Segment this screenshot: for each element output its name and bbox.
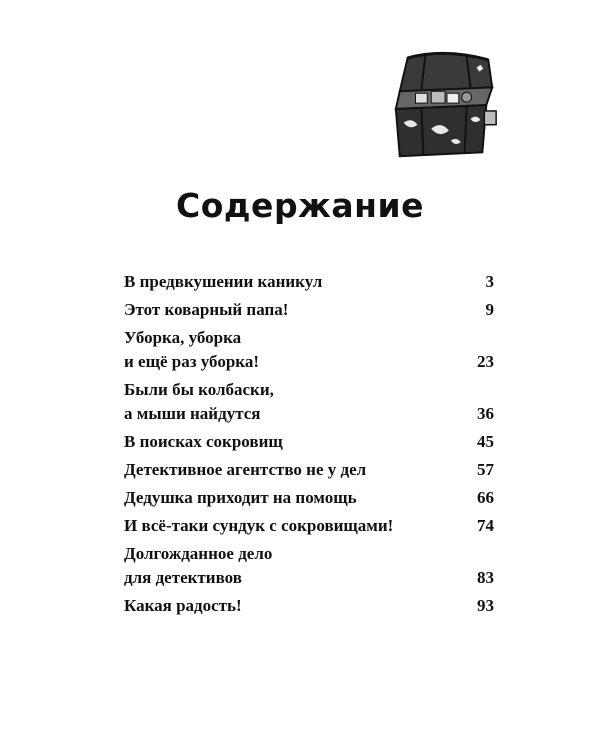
toc-entry-title bbox=[124, 430, 283, 454]
toc-entry-title-line: Этот коварный папа! bbox=[124, 300, 289, 319]
toc-entry-title-line: Были бы колбаски, bbox=[124, 380, 274, 399]
toc-entry-title bbox=[124, 270, 322, 294]
toc-entry-page-number: 83 bbox=[477, 568, 494, 587]
toc-entry-page-number: 23 bbox=[477, 352, 494, 371]
toc-entry-title-line: Детективное агентство не у дел bbox=[124, 460, 367, 479]
treasure-chest-icon bbox=[386, 50, 504, 168]
toc-entry-title-line: Уборка, уборка bbox=[124, 328, 242, 347]
toc-entry-page-number: 57 bbox=[477, 460, 494, 479]
toc-entry-page-number: 74 bbox=[477, 516, 494, 535]
toc-entry-page-number: 93 bbox=[477, 596, 494, 615]
page-title: Содержание bbox=[176, 186, 424, 225]
toc-entry-title bbox=[124, 542, 272, 590]
toc-entry-title-line: И всё-таки сундук с сокровищами! bbox=[124, 516, 394, 535]
toc-entry bbox=[124, 542, 494, 590]
toc-entry-title bbox=[124, 378, 274, 426]
toc-entry bbox=[124, 514, 494, 538]
toc-entry-page-number: 3 bbox=[485, 272, 494, 291]
toc-entry-title bbox=[124, 298, 288, 322]
toc-entry-title-line: Какая радость! bbox=[124, 596, 242, 615]
toc-entry-page-number: 66 bbox=[477, 488, 494, 507]
toc-entry bbox=[124, 594, 494, 618]
toc-entry-title bbox=[124, 458, 366, 482]
toc-entry-title-line: для детективов bbox=[124, 568, 242, 587]
toc-entry-title-line: В предвкушении каникул bbox=[124, 272, 323, 291]
toc-entry bbox=[124, 458, 494, 482]
toc-entry-title-line: а мыши найдутся bbox=[124, 404, 261, 423]
table-of-contents bbox=[124, 270, 494, 622]
toc-entry-title bbox=[124, 514, 393, 538]
toc-entry-title bbox=[124, 326, 259, 374]
toc-entry bbox=[124, 326, 494, 374]
toc-entry-page-number: 9 bbox=[485, 300, 494, 319]
toc-entry-title-line: Дедушка приходит на помощь bbox=[124, 488, 357, 507]
toc-entry bbox=[124, 378, 494, 426]
toc-entry-title bbox=[124, 486, 357, 510]
toc-entry bbox=[124, 486, 494, 510]
toc-entry-page-number: 45 bbox=[477, 432, 494, 451]
toc-entry-page-number: 36 bbox=[477, 404, 494, 423]
toc-entry-title-line: и ещё раз уборка! bbox=[124, 352, 259, 371]
toc-entry-title bbox=[124, 594, 242, 618]
toc-entry-title-line: В поисках сокровищ bbox=[124, 432, 283, 451]
toc-entry bbox=[124, 270, 494, 294]
toc-entry-title-line: Долгожданное дело bbox=[124, 544, 273, 563]
toc-entry bbox=[124, 430, 494, 454]
toc-entry bbox=[124, 298, 494, 322]
